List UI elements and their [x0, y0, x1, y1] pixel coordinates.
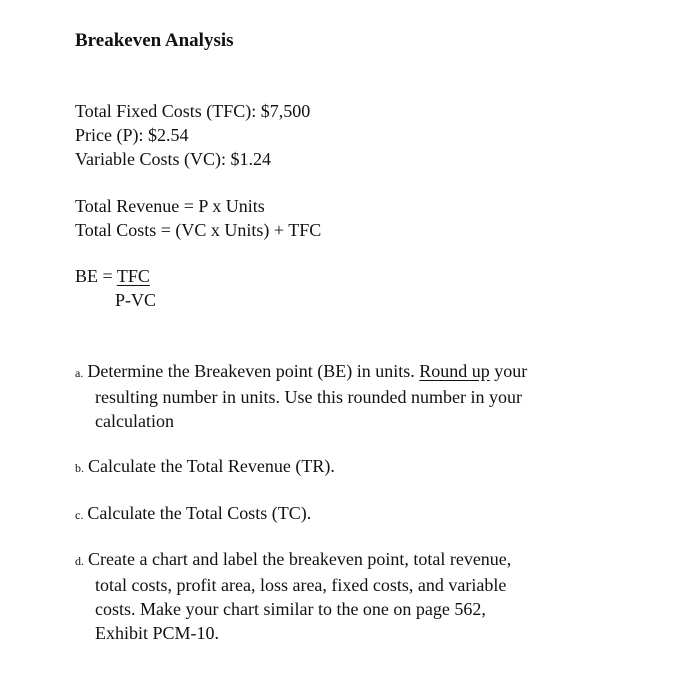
- question-a: [75, 359, 615, 433]
- question-a-round-up: Round up: [419, 361, 490, 381]
- question-a-text-4: calculation: [95, 411, 174, 431]
- question-b: [75, 454, 615, 480]
- question-b-letter: b.: [75, 461, 84, 475]
- breakeven-numerator: TFC: [116, 266, 150, 286]
- given-variable-costs: Variable Costs (VC): $1.24: [75, 149, 271, 169]
- question-a-letter: a.: [75, 366, 84, 380]
- question-a-text-3: resulting number in units. Use this rounded number in your: [95, 387, 522, 407]
- page-title: Breakeven Analysis: [75, 30, 234, 51]
- question-d-text-1: Create a chart and label the breakeven point, total revenue,: [88, 549, 512, 569]
- question-a-text-2: your: [489, 361, 528, 381]
- question-b-text: Calculate the Total Revenue (TR).: [88, 456, 335, 476]
- question-d-letter: d.: [75, 554, 84, 568]
- question-c-text: Calculate the Total Costs (TC).: [87, 503, 312, 523]
- question-d-text-3: costs. Make your chart similar to the one on page 562,: [95, 599, 486, 619]
- question-a-text-1: Determine the Breakeven point (BE) in units.: [87, 361, 420, 381]
- question-c: [75, 501, 615, 527]
- question-d-text-2: total costs, profit area, loss area, fixed costs, and variable: [95, 575, 507, 595]
- given-price: Price (P): $2.54: [75, 125, 189, 145]
- breakeven-prefix: BE =: [75, 266, 117, 286]
- formula-breakeven: [75, 264, 150, 288]
- question-d-text-4: Exhibit PCM-10.: [95, 623, 220, 643]
- breakeven-denominator: P-VC: [115, 290, 157, 310]
- given-total-fixed-costs: Total Fixed Costs (TFC): $7,500: [75, 101, 311, 121]
- question-c-letter: c.: [75, 508, 84, 522]
- question-d: [75, 547, 615, 645]
- formula-total-costs: Total Costs = (VC x Units) + TFC: [75, 220, 322, 240]
- formula-total-revenue: Total Revenue = P x Units: [75, 196, 265, 216]
